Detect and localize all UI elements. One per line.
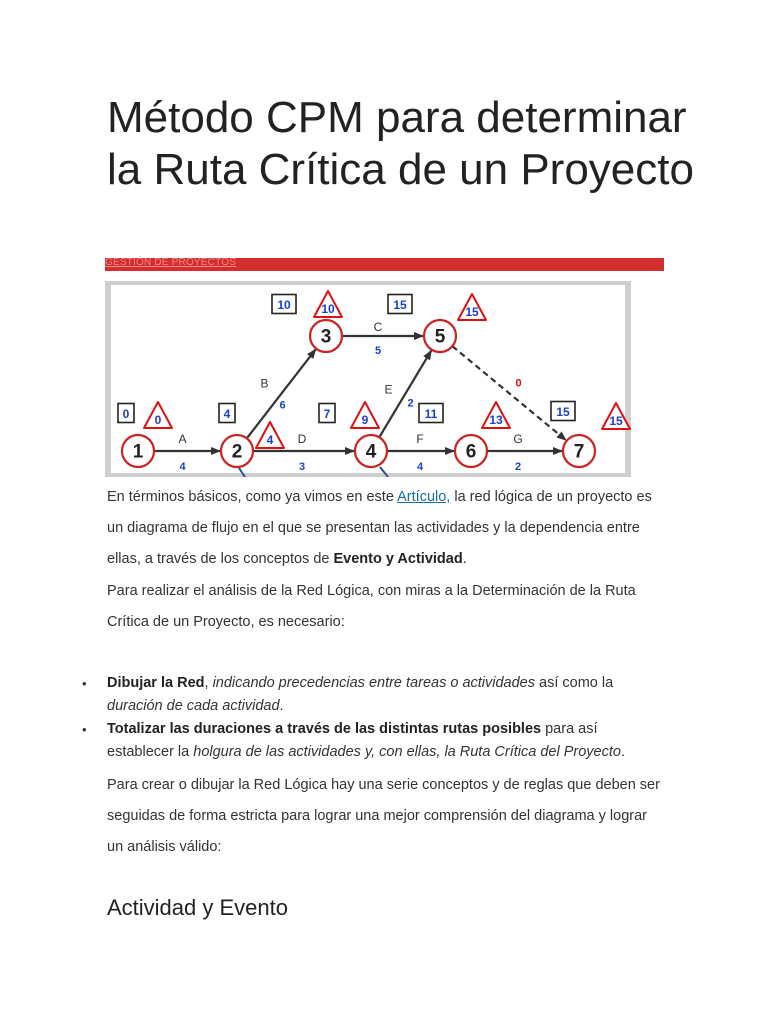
activity-name: A [178, 432, 187, 446]
event-number: 3 [320, 326, 332, 348]
svg-text:15: 15 [393, 298, 407, 312]
early-time-box [419, 404, 443, 423]
svg-text:4: 4 [266, 433, 274, 447]
svg-text:0: 0 [122, 407, 130, 421]
svg-text:15: 15 [465, 305, 479, 319]
event-number: 4 [365, 441, 377, 463]
early-time-box [219, 404, 235, 423]
rules-paragraph: Para crear o dibujar la Red Lógica hay una serie conceptos y de reglas que deben ser seguidas de forma estricta para lograr una mejor comprensión del diagrama y lograr un análisis válido: [107, 777, 660, 855]
section-heading: Actividad y Evento [107, 895, 288, 920]
activity-duration: 3 [298, 461, 306, 473]
svg-text:13: 13 [489, 413, 503, 427]
svg-text:0: 0 [154, 413, 162, 427]
category-bar [105, 258, 664, 271]
activity-name: B [260, 376, 269, 391]
activity-duration: 5 [374, 345, 382, 357]
svg-text:7: 7 [323, 407, 331, 421]
event-number: 6 [465, 441, 477, 463]
svg-text:10: 10 [277, 298, 291, 312]
category-link[interactable]: GESTIÓN DE PROYECTOS [105, 257, 237, 268]
svg-text:11: 11 [424, 407, 438, 421]
page-title: Método CPM para determinar la Ruta Crítica de un Proyecto [107, 93, 694, 194]
activity-name: C [373, 320, 383, 334]
event-number: 2 [231, 441, 243, 463]
event-number: 5 [434, 326, 446, 348]
article-link[interactable]: Artículo, [397, 489, 451, 505]
network-diagram-svg [105, 281, 631, 477]
activity-name: F [416, 432, 424, 446]
svg-text:9: 9 [361, 413, 369, 427]
early-time-box [388, 295, 412, 314]
early-time-box [551, 402, 575, 421]
network-diagram [105, 281, 631, 477]
activity-duration: 4 [179, 461, 186, 473]
activity-duration: 6 [279, 399, 286, 412]
activity-name: E [384, 382, 393, 397]
early-time-box [319, 404, 335, 423]
svg-text:10: 10 [321, 302, 335, 316]
event-number: 7 [573, 441, 585, 463]
svg-text:4: 4 [223, 407, 231, 421]
svg-text:15: 15 [556, 405, 570, 419]
early-time-box [272, 295, 296, 314]
activity-duration: 4 [416, 461, 424, 473]
intro-paragraph: En términos básicos, como ya vimos en este Artículo, la red lógica de un proyecto es un diagrama de flujo en el que se presentan las actividades y la dependencia entre ellas, a través de los conceptos de Evento y Actividad. [107, 489, 652, 567]
bullet-list [107, 672, 667, 764]
event-number: 1 [132, 441, 144, 463]
activity-duration: 2 [514, 461, 522, 473]
activity-duration: 2 [407, 397, 414, 410]
activity-name: G [513, 432, 523, 446]
activity-duration: 0 [515, 377, 522, 390]
activity-name: D [297, 432, 307, 446]
svg-text:15: 15 [609, 414, 623, 428]
requirements-paragraph: Para realizar el análisis de la Red Lógica, con miras a la Determinación de la Ruta Crítica de un Proyecto, es necesario: [107, 583, 636, 630]
list-item: • Totalizar las duraciones a través de las distintas rutas posibles para así establecer la holgura de las actividades y, con ellas, la Ruta Crítica del Proyecto. [107, 718, 667, 764]
early-time-box [118, 404, 134, 423]
list-item: • Dibujar la Red, indicando precedencias entre tareas o actividades así como la duración de cada actividad. [107, 672, 667, 718]
